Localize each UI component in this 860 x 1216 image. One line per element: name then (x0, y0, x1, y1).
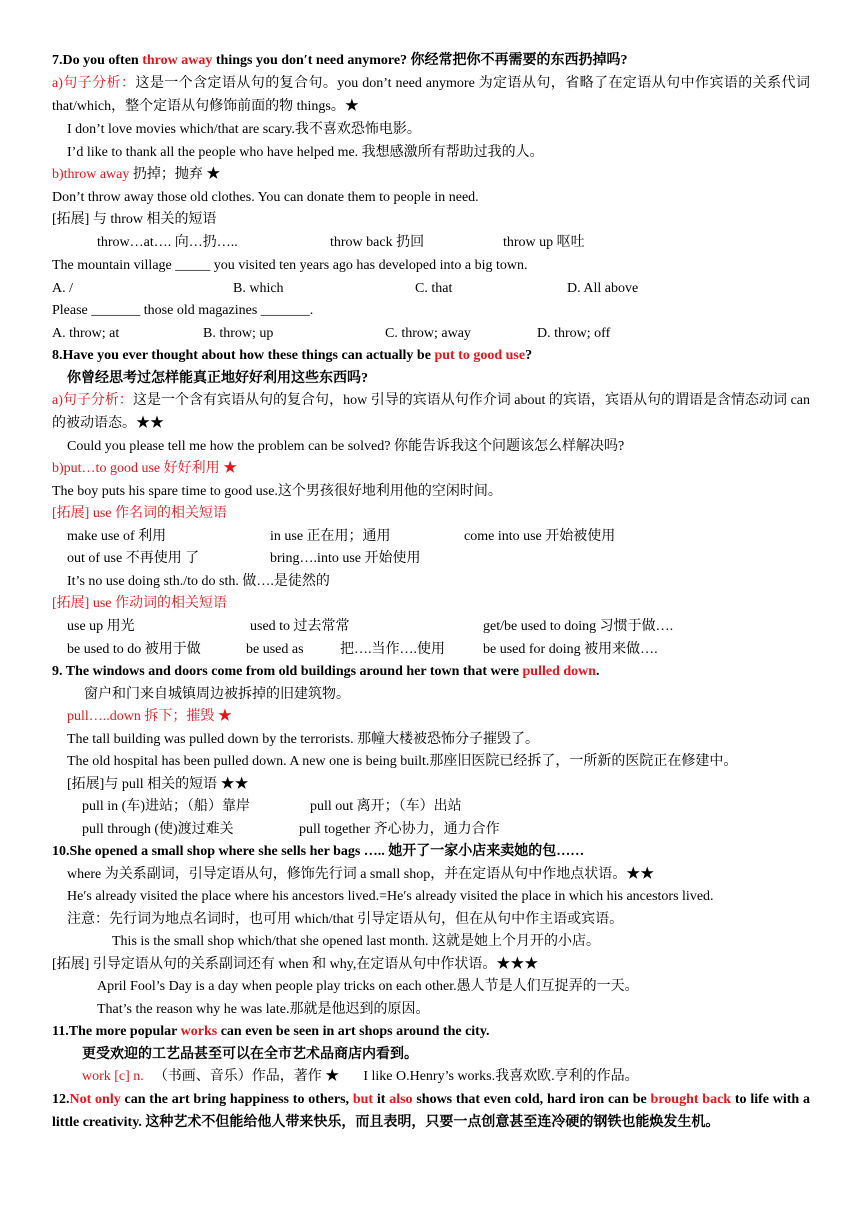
q9-extension-item: pull through (使)渡过难关 (82, 822, 234, 837)
q12-heading: 12.Not only can the art bring happiness to others, but it also shows that even cold, hard iron can be brought back to life with a little creativity. 这种艺术不但能给他人带来快乐，而且表明，只要一点创意甚至连冷硬的钢铁也能焕发生机。 (52, 1092, 810, 1130)
q8-verb-phrase: used to 过去常常 (250, 619, 350, 634)
q7-heading: 7.Do you often throw away things you don′t need anymore? 你经常把你不再需要的东西扔掉吗? (52, 53, 628, 68)
q7-phrase: b)throw away 扔掉；抛弃 ★ (52, 167, 221, 182)
quiz-option: D. All above (567, 281, 639, 296)
quiz-option: A. throw; at (52, 326, 120, 341)
q11-phrase-line: work [c] n. （书画、音乐）作品，著作 ★ I like O.Henry’s works.我喜欢欧.亨利的作品。 (82, 1069, 639, 1084)
q7-extension-item: throw back 扔回 (330, 235, 425, 250)
q9-extension-title: [拓展]与 pull 相关的短语 ★★ (67, 777, 249, 792)
q8-heading-translation: 你曾经思考过怎样能真正地好好利用这些东西吗? (67, 371, 368, 386)
q7-quiz-1: The mountain village _____ you visited ten years ago has developed into a big town. (52, 258, 528, 273)
q8-verb-phrase: 把….当作….使用 (340, 642, 445, 657)
q8-heading: 8.Have you ever thought about how these things can actually be put to good use? (52, 348, 533, 363)
q7-extension-title: [拓展] 与 throw 相关的短语 (52, 212, 217, 227)
q7-extension-item: throw up 呕吐 (503, 235, 585, 250)
q8-extension-title-verb: [拓展] use 作动词的相关短语 (52, 596, 227, 611)
q9-example-1: The tall building was pulled down by the terrorists. 那幢大楼被恐怖分子摧毁了。 (67, 732, 540, 747)
q8-extension-title-noun: [拓展] use 作名词的相关短语 (52, 506, 227, 521)
q8-verb-phrase: be used as (246, 642, 304, 657)
q11-heading: 11.The more popular works can even be seen in art shops around the city. (52, 1024, 490, 1039)
q9-extension-item: pull together 齐心协力，通力合作 (299, 822, 500, 837)
quiz-option: C. throw; away (385, 326, 471, 341)
q10-line: April Fool’s Day is a day when people play tricks on each other.愚人节是人们互捉弄的一天。 (97, 979, 639, 994)
q8-noun-phrase: out of use 不再使用 了 (67, 551, 200, 566)
q7-extension-item: throw…at…. 向…扔….. (97, 235, 238, 250)
q8-verb-phrase: use up 用光 (67, 619, 135, 634)
quiz-option: D. throw; off (537, 326, 611, 341)
q9-phrase: pull…..down 拆下；摧毁 ★ (67, 709, 232, 724)
q10-line: That’s the reason why he was late.那就是他迟到的原因。 (97, 1002, 430, 1017)
q10-line: This is the small shop which/that she opened last month. 这就是她上个月开的小店。 (112, 934, 601, 949)
q11-heading-translation: 更受欢迎的工艺品甚至可以在全市艺术品商店内看到。 (82, 1047, 418, 1062)
quiz-option: B. throw; up (203, 326, 274, 341)
q8-noun-phrase: in use 正在用；通用 (270, 529, 391, 544)
q8-phrase-example: The boy puts his spare time to good use.这个男孩很好地利用他的空闲时间。 (52, 484, 502, 499)
q8-noun-phrase: bring….into use 开始使用 (270, 551, 421, 566)
q9-example-2: The old hospital has been pulled down. A new one is being built.那座旧医院已经拆了，一所新的医院正在修建中。 (67, 754, 738, 769)
q9-heading-translation: 窗户和门来自城镇周边被拆掉的旧建筑物。 (84, 687, 350, 702)
q10-line: where 为关系副词，引导定语从句，修饰先行词 a small shop，并在定语从句中作地点状语。★★ (67, 867, 655, 882)
q8-analysis: a)句子分析：这是一个含有宾语从句的复合句，how 引导的宾语从句作介词 about 的宾语，宾语从句的谓语是含情态动词 can 的被动语态。★★ (52, 393, 810, 431)
q7-quiz-2: Please _______ those old magazines _______. (52, 303, 314, 318)
q8-noun-phrase: make use of 利用 (67, 529, 167, 544)
q10-heading: 10.She opened a small shop where she sells her bags ….. 她开了一家小店来卖她的包…… (52, 844, 585, 859)
q8-example-1: Could you please tell me how the problem can be solved? 你能告诉我这个问题该怎么样解决吗? (67, 439, 625, 454)
q10-line: [拓展] 引导定语从句的关系副词还有 when 和 why,在定语从句中作状语。★★★ (52, 957, 539, 972)
quiz-option: C. that (415, 281, 453, 296)
q9-heading: 9. The windows and doors come from old buildings around her town that were pulled down. (52, 664, 600, 679)
q8-noun-phrase: come into use 开始被使用 (464, 529, 616, 544)
q8-noun-phrase: It’s no use doing sth./to do sth. 做….是徒然的 (67, 574, 330, 589)
q8-verb-phrase: be used for doing 被用来做…. (483, 642, 658, 657)
quiz-option: B. which (233, 281, 284, 296)
q7-analysis: a)句子分析：这是一个含定语从句的复合句。you don’t need anymore 为定语从句，省略了在定语从句中作宾语的关系代词 that/which，整个定语从句修饰前面的物 things。★ (52, 76, 810, 114)
q8-phrase: b)put…to good use 好好利用 ★ (52, 461, 238, 476)
q10-line: 注意：先行词为地点名词时，也可用 which/that 引导定语从句，但在从句中作主语或宾语。 (67, 912, 624, 927)
q10-line: He′s already visited the place where his ancestors lived.=He′s already visited the place in which his ancestors lived. (67, 889, 714, 904)
q7-example-1: I don’t love movies which/that are scary.我不喜欢恐怖电影。 (67, 122, 421, 137)
q7-phrase-example: Don’t throw away those old clothes. You can donate them to people in need. (52, 190, 479, 205)
q9-extension-item: pull in (车)进站；（船）靠岸 (82, 799, 250, 814)
q7-example-2: I’d like to thank all the people who have helped me. 我想感激所有帮助过我的人。 (67, 145, 544, 160)
q9-extension-item: pull out 离开；（车）出站 (310, 799, 462, 814)
q8-verb-phrase: get/be used to doing 习惯于做…. (483, 619, 674, 634)
quiz-option: A. / (52, 281, 73, 296)
q8-verb-phrase: be used to do 被用于做 (67, 642, 201, 657)
